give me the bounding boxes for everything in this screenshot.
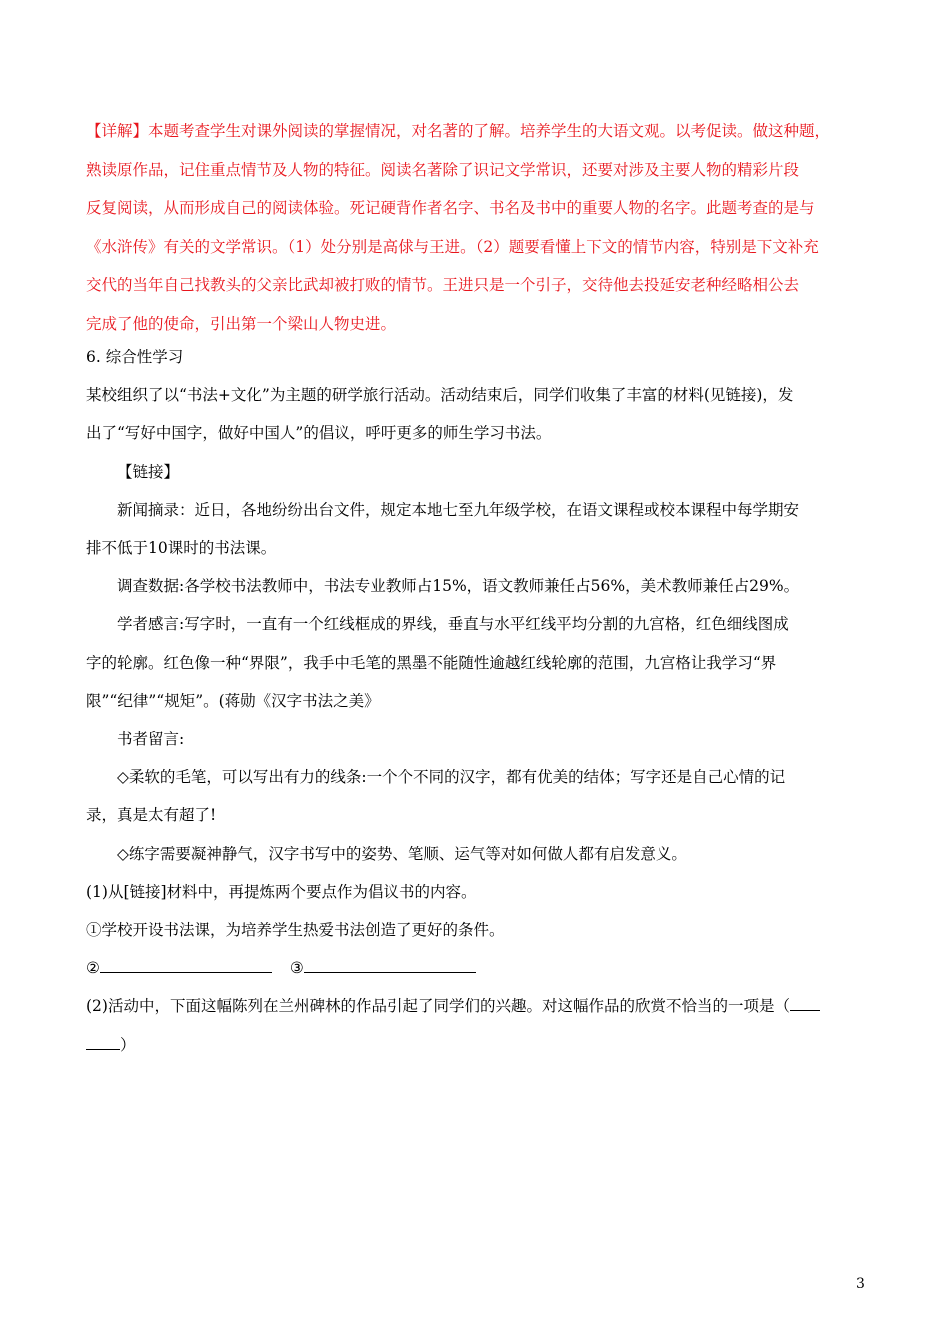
- explanation-line: 《水浒传》有关的文学常识。（1）处分别是高俅与王进。（2）题要看懂上下文的情节内容，特别是下文补充: [86, 237, 819, 256]
- answer-explanation: [86, 112, 866, 344]
- sub-question-2: [86, 987, 866, 1025]
- blank-marker-3: ③: [289, 959, 304, 978]
- answer-blank-2[interactable]: [100, 957, 272, 973]
- blank-marker-2: ②: [86, 959, 100, 978]
- question-heading: 6. 综合性学习: [86, 348, 184, 366]
- sub-question-2-close: ）: [120, 1035, 136, 1054]
- explanation-line: 完成了他的使命，引出第一个梁山人物史进。: [86, 314, 397, 333]
- explanation-line: 反复阅读，从而形成自己的阅读体验。死记硬背作者名字、书名及书中的重要人物的名字。此题考查的是与: [86, 199, 815, 218]
- scholar-quote-line: 限”“纪律”“规矩”。(蒋勋《汉字书法之美》: [86, 691, 380, 710]
- page-number: 3: [856, 1276, 865, 1292]
- explanation-line: 【详解】本题考查学生对课外阅读的掌握情况，对名著的了解。培养学生的大语文观。以考促读。做这种题，: [86, 122, 831, 140]
- answer-blanks-row: [86, 949, 866, 987]
- choice-blank-continued[interactable]: [86, 1034, 120, 1050]
- intro-line: 某校组织了以“书法+文化”为主题的研学旅行活动。活动结束后，同学们收集了丰富的材料(见链接)，发: [86, 386, 794, 405]
- writer-message-line: ◇练字需要凝神静气，汉字书写中的姿势、笔顺、运气等对如何做人都有启发意义。: [117, 844, 687, 863]
- news-excerpt-line: 新闻摘录：近日，各地纷纷出台文件，规定本地七至九年级学校，在语文课程或校本课程中每学期安: [117, 500, 800, 519]
- news-excerpt-line: 排不低于10课时的书法课。: [86, 539, 277, 558]
- scholar-quote-line: 学者感言:写字时，一直有一个红线框成的界线，垂直与水平红线平均分割的九宫格，红色细线图成: [117, 615, 789, 634]
- explanation-line: 熟读原作品，记住重点情节及人物的特征。阅读名著除了识记文学常识，还要对涉及主要人物的精彩片段: [86, 160, 800, 179]
- sub-question-1: (1)从[链接]材料中，再提炼两个要点作为倡议书的内容。: [86, 882, 477, 901]
- explanation-line: 交代的当年自己找教头的父亲比武却被打败的情节。王进只是一个引子，交待他去投延安老种经略相公去: [86, 276, 800, 295]
- link-heading: 【链接】: [117, 462, 180, 481]
- intro-line: 出了“写好中国字，做好中国人”的倡议，呼吁更多的师生学习书法。: [86, 424, 552, 443]
- answer-blank-3[interactable]: [304, 957, 476, 973]
- survey-data-line: 调查数据:各学校书法教师中，书法专业教师占15%，语文教师兼任占56%，美术教师兼任占29%。: [117, 577, 800, 596]
- writer-message-heading: 书者留言:: [117, 730, 185, 749]
- choice-blank[interactable]: [790, 995, 820, 1011]
- question-6: [86, 338, 866, 1064]
- sub-question-2-continued: [86, 1026, 866, 1064]
- writer-message-line: ◇柔软的毛笔，可以写出有力的线条:一个个不同的汉字，都有优美的结体；写字还是自己心情的记: [117, 768, 786, 787]
- sub-question-2-text: (2)活动中，下面这幅陈列在兰州碑林的作品引起了同学们的兴趣。对这幅作品的欣赏不恰当的一项是（: [86, 997, 790, 1016]
- sub-question-1-answer: ①学校开设书法课，为培养学生热爱书法创造了更好的条件。: [86, 921, 505, 940]
- scholar-quote-line: 字的轮廓。红色像一种“界限”，我手中毛笔的黑墨不能随性逾越红线轮廓的范围，九宫格让我学习“界: [86, 653, 777, 672]
- writer-message-line: 录，真是太有超了!: [86, 806, 217, 825]
